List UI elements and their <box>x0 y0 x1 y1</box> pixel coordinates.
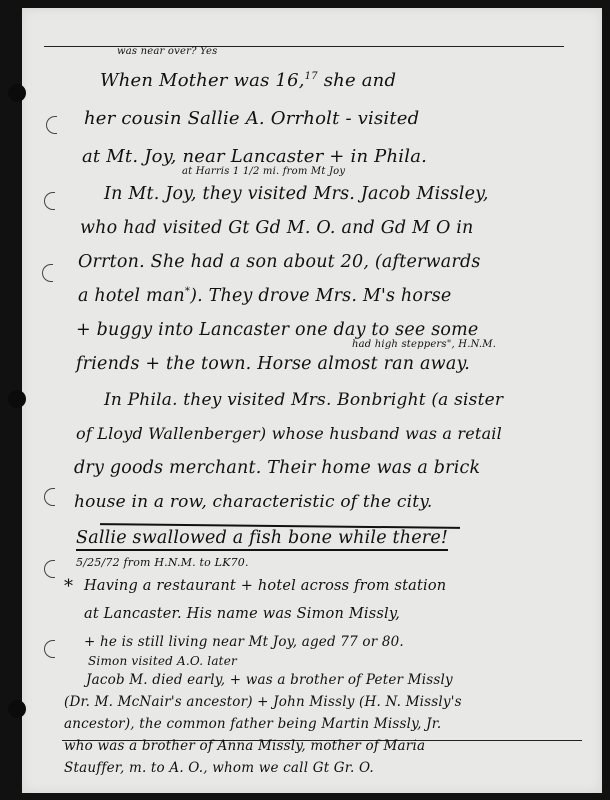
body-line-12: dry goods merchant. Their home was a brick <box>74 458 481 478</box>
body-line-7-rest: ). They drove Mrs. M's horse <box>190 286 452 306</box>
body-line-1 <box>100 70 396 91</box>
footnote-line-3: + he is still living near Mt Joy, aged 77 or 80. <box>84 634 404 650</box>
margin-note-top: was near over? Yes <box>117 46 218 57</box>
body-line-3: at Mt. Joy, near Lancaster + in Phila. <box>82 146 428 167</box>
body-line-4: In Mt. Joy, they visited Mrs. Jacob Missley, <box>104 184 489 204</box>
body-line-10: In Phila. they visited Mrs. Bonbright (a sister <box>104 390 504 410</box>
body-line-1-rest: she and <box>317 70 397 91</box>
body-line-5: who had visited Gt Gd M. O. and Gd M O in <box>80 218 474 238</box>
body-line-2: her cousin Sallie A. Orrholt - visited <box>84 108 420 129</box>
binder-hole-bottom <box>8 700 26 718</box>
body-line-7-text: a hotel man <box>78 286 185 306</box>
body-line-1-sup: 17 <box>304 71 318 82</box>
footnote-line-9: Stauffer, m. to A. O., whom we call Gt Gr. O. <box>64 760 374 776</box>
body-line-8: + buggy into Lancaster one day to see some <box>76 320 479 340</box>
footnote-asterisk: * <box>64 576 74 597</box>
ring-mark <box>42 264 53 282</box>
insert-note-2: had high steppers", H.N.M. <box>352 339 497 350</box>
notebook-page <box>22 8 602 793</box>
body-line-1-text: When Mother was 16, <box>100 70 305 91</box>
body-line-13: house in a row, characteristic of the city. <box>74 492 433 512</box>
footnote-line-8: who was a brother of Anna Missly, mother of Maria <box>64 738 426 754</box>
body-line-6: Orrton. She had a son about 20, (afterwards <box>78 252 481 272</box>
footnote-line-4: Simon visited A.O. later <box>88 654 237 668</box>
binder-hole-top <box>8 84 26 102</box>
ring-mark <box>46 116 57 134</box>
footnote-line-5: Jacob M. died early, + was a brother of Peter Missly <box>86 672 453 688</box>
footnote-line-2: at Lancaster. His name was Simon Missly, <box>84 606 401 622</box>
body-line-11: of Lloyd Wallenberger) whose husband was a retail <box>76 424 502 443</box>
insert-note-1: at Harris 1 1/2 mi. from Mt Joy <box>182 166 346 177</box>
ring-mark <box>44 640 55 658</box>
ring-mark <box>44 192 55 210</box>
body-line-7-mark: * <box>184 286 191 298</box>
body-line-14: Sallie swallowed a fish bone while there! <box>76 528 448 551</box>
footnote-line-6: (Dr. M. McNair's ancestor) + John Missly (H. N. Missly's <box>64 694 462 710</box>
footnote-line-1: Having a restaurant + hotel across from station <box>84 578 447 594</box>
body-line-9: friends + the town. Horse almost ran away. <box>76 354 471 374</box>
footnote-line-7: ancestor), the common father being Martin Missly, Jr. <box>64 716 442 732</box>
ring-mark <box>44 488 55 506</box>
binder-hole-middle <box>8 390 26 408</box>
footnote-date: 5/25/72 from H.N.M. to LK70. <box>76 556 249 569</box>
body-line-7 <box>78 286 451 306</box>
ring-mark <box>44 560 55 578</box>
